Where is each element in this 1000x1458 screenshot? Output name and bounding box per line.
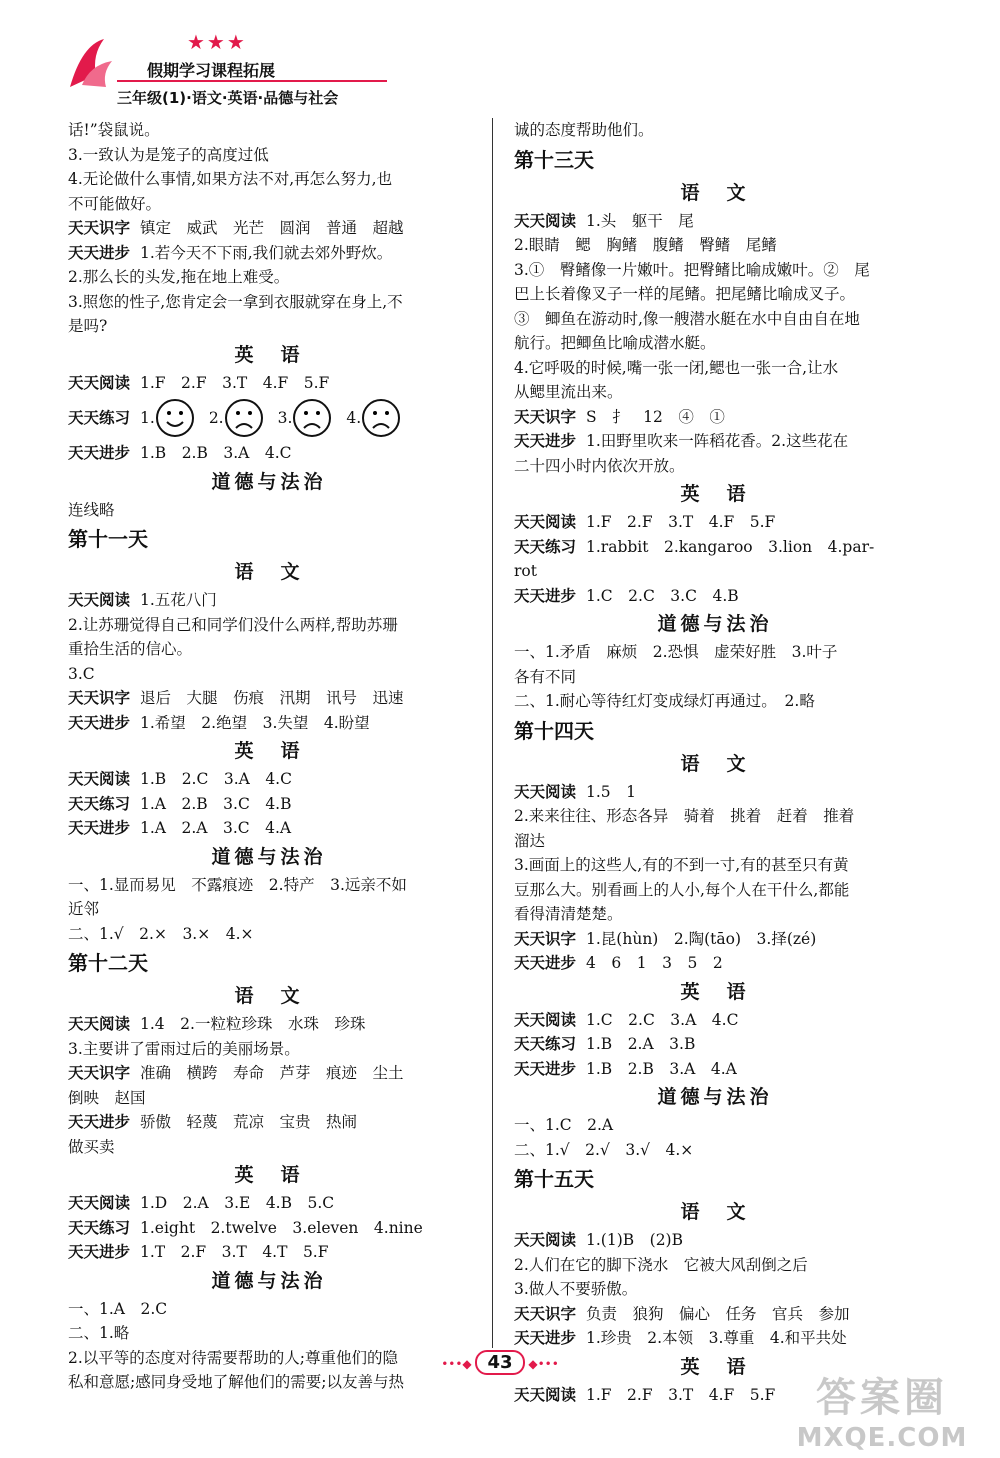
text-line: 2.来来往往、形态各异 骑着 挑着 赶着 推着 (514, 807, 855, 825)
answer-label: 天天练习 (514, 537, 577, 556)
answer-text: 1.珍贵 2.本领 3.尊重 4.和平共处 (586, 1329, 847, 1347)
text-line: 不可能做好。 (68, 194, 162, 213)
text-line: 3.做人不要骄傲。 (514, 1280, 638, 1298)
text-line: 话!”袋鼠说。 (68, 121, 160, 139)
answer-label: 天天进步 (514, 954, 577, 972)
text-line: 一、1.显而易见 不露痕迹 2.特产 3.远亲不如 (68, 875, 407, 894)
answer-text: 1.A 2.A 3.C 4.A (140, 819, 292, 837)
answer-label: 天天练习 (514, 1035, 577, 1053)
answer-label: 天天阅读 (514, 1010, 577, 1029)
answer-label: 天天识字 (514, 407, 577, 426)
answer-line (514, 1228, 916, 1253)
answer-line (514, 951, 916, 976)
answer-line (514, 1326, 916, 1351)
text-line: 4.无论做什么事情,如果方法不对,再怎么努力,也 (68, 170, 393, 188)
answer-text: 1.田野里吹来一阵稻花香。2.这些花在 (586, 432, 849, 450)
answer-text: 1.F 2.F 3.T 4.F 5.F (140, 373, 330, 392)
subject-heading: 语 文 (680, 752, 750, 775)
answer-label: 天天进步 (68, 713, 131, 732)
text-line: 看得清清楚楚。 (514, 905, 623, 923)
answer-text: 1.eight 2.twelve 3.eleven 4.nine (140, 1218, 423, 1237)
text-line: rot (514, 562, 537, 580)
answer-label: 天天进步 (514, 1329, 577, 1347)
answer-text: 1.B 2.B 3.A 4.C (140, 444, 292, 462)
answer-text: 骄傲 轻蔑 荒凉 宝贵 热闹 (140, 1113, 358, 1131)
answer-label: 天天阅读 (514, 513, 577, 531)
page-number (430, 1350, 570, 1380)
text-line: 3.照您的性子,您肯定会一拿到衣服就穿在身上,不 (68, 292, 403, 311)
text-line: 4.它呼吸的时候,嘴一张一闭,鳃也一张一合,让水 (514, 358, 839, 377)
answer-text: 1.5 1 (586, 782, 637, 801)
day-heading: 第十二天 (68, 951, 148, 975)
subject-heading: 英 语 (680, 1355, 750, 1378)
answer-line (514, 1302, 916, 1327)
text-line: 3.① 臀鳍像一片嫩叶。把臀鳍比喻成嫩叶。② 尾 (514, 260, 870, 279)
answer-text: 1.C 2.C 3.A 4.C (586, 1010, 739, 1029)
answer-line (68, 1216, 470, 1241)
text-line: 一、1.矛盾 麻烦 2.恐惧 虚荣好胜 3.叶子 (514, 643, 838, 661)
answer-label: 天天练习 (68, 408, 131, 427)
answer-text: 1.B 2.A 3.B (586, 1035, 696, 1053)
answer-label: 天天进步 (68, 243, 131, 262)
answer-text: 退后 大腿 伤痕 汛期 讯号 迅速 (140, 689, 404, 707)
day-heading: 第十三天 (514, 147, 594, 172)
day-heading: 第十五天 (514, 1167, 594, 1191)
answer-line (68, 1240, 470, 1265)
subject-heading: 语 文 (234, 985, 304, 1007)
answer-text: 1.B 2.C 3.A 4.C (140, 770, 292, 788)
text-line: 3.主要讲了雷雨过后的美丽场景。 (68, 1039, 300, 1058)
face-answers (68, 395, 470, 441)
answer-line (514, 927, 916, 952)
text-line: 二、1.略 (68, 1324, 130, 1342)
answer-line (514, 584, 916, 609)
text-line: 连线略 (68, 500, 115, 519)
answer-label: 天天进步 (68, 819, 131, 837)
answer-text: 1.A 2.B 3.C 4.B (140, 794, 292, 813)
answer-text: 1.B 2.B 3.A 4.A (586, 1059, 737, 1078)
answer-label: 天天识字 (68, 689, 131, 707)
face-num: 1. (140, 408, 155, 427)
text-line: 2.人们在它的脚下浇水 它被大风刮倒之后 (514, 1255, 808, 1274)
answer-label: 天天阅读 (514, 782, 577, 801)
answer-line (514, 1057, 916, 1082)
answer-text: 1.希望 2.绝望 3.失望 4.盼望 (140, 713, 370, 732)
answer-line (514, 1032, 916, 1057)
ornament-icon: ◆••• (524, 1357, 559, 1371)
answer-line (514, 405, 916, 430)
answer-text: 负责 狼狗 偏心 任务 官兵 参加 (586, 1304, 850, 1323)
answer-line (68, 1061, 470, 1086)
text-line: 3.一致认为是笼子的高度过低 (68, 145, 269, 164)
answer-text: 镇定 威武 光芒 圆润 普通 超越 (140, 219, 404, 237)
text-line: 二、1.耐心等待红灯变成绿灯再通过。 2.略 (514, 692, 815, 710)
subject-heading: 道德与法治 (211, 1269, 327, 1292)
header-subtitle: 三年级(1)·语文·英语·品德与社会 (117, 89, 339, 107)
answer-label: 天天练习 (68, 794, 131, 813)
answer-label: 天天阅读 (68, 770, 131, 788)
answer-line (68, 816, 470, 841)
subject-heading: 道德与法治 (211, 845, 327, 868)
answer-line (68, 1191, 470, 1216)
answer-line (514, 535, 916, 560)
text-line: 溜达 (514, 831, 546, 850)
answer-label: 天天阅读 (68, 591, 131, 609)
answer-line (68, 216, 470, 241)
logo-icon (62, 35, 122, 95)
answer-text: 1.F 2.F 3.T 4.F 5.F (586, 513, 776, 531)
answer-text: 1.头 躯干 尾 (586, 211, 694, 230)
answer-line (514, 1008, 916, 1033)
sad-face-icon (361, 398, 401, 438)
ornament-icon: •••◆ (441, 1357, 476, 1371)
text-line: 做买卖 (68, 1137, 115, 1156)
answer-text: 1.D 2.A 3.E 4.B 5.C (140, 1194, 335, 1212)
page-number-value: 43 (475, 1350, 524, 1375)
answer-text: 1.昆(hùn) 2.陶(tāo) 3.择(zé) (586, 929, 817, 948)
answer-line (68, 371, 470, 396)
answer-label: 天天进步 (68, 1243, 131, 1261)
answer-line (68, 792, 470, 817)
text-line: 豆那么大。别看画上的人小,每个人在干什么,都能 (514, 880, 850, 899)
answer-line (68, 441, 470, 466)
answer-label: 天天阅读 (514, 1231, 577, 1249)
subject-heading: 英 语 (234, 1164, 304, 1186)
subject-heading: 英 语 (680, 483, 750, 505)
answer-text: 1.T 2.F 3.T 4.T 5.F (140, 1243, 329, 1261)
sad-face-icon (224, 398, 264, 438)
answer-text: 1.C 2.C 3.C 4.B (586, 586, 739, 605)
answer-line (514, 429, 916, 454)
answer-text: 1.4 2.一粒粒珍珠 水珠 珍珠 (140, 1015, 366, 1033)
subject-heading: 语 文 (680, 181, 750, 204)
answer-label: 天天进步 (514, 1059, 577, 1078)
answer-label: 天天练习 (68, 1218, 131, 1237)
text-line: 近邻 (68, 900, 100, 918)
answer-text: 1.五花八门 (140, 591, 217, 609)
text-line: 2.眼睛 鳃 胸鳍 腹鳍 臀鳍 尾鳍 (514, 236, 777, 254)
day-heading: 第十一天 (68, 527, 148, 551)
subject-heading: 英 语 (234, 343, 304, 366)
answer-text: 1.F 2.F 3.T 4.F 5.F (586, 1385, 776, 1404)
answer-text: 准确 横跨 寿命 芦芽 痕迹 尘土 (140, 1064, 404, 1082)
answer-label: 天天阅读 (514, 211, 577, 230)
watermark-logo (772, 1366, 992, 1453)
answer-label: 天天识字 (514, 929, 577, 948)
watermark-text: 答案圈 (816, 1375, 948, 1421)
text-line: 各有不同 (514, 667, 577, 686)
subject-heading: 英 语 (680, 980, 750, 1003)
answer-text: 1.(1)B (2)B (586, 1231, 683, 1249)
subject-heading: 语 文 (680, 1201, 750, 1223)
text-line: 2.以平等的态度对待需要帮助的人;尊重他们的隐 (68, 1348, 399, 1367)
smiley-icon (155, 398, 195, 438)
text-line: 一、1.C 2.A (514, 1116, 614, 1134)
text-line: 诚的态度帮助他们。 (514, 121, 654, 139)
answer-label: 天天识字 (68, 1064, 131, 1082)
answer-line (68, 767, 470, 792)
sad-face-icon (292, 398, 332, 438)
answer-text: 1.若今天不下雨,我们就去郊外野炊。 (140, 243, 393, 262)
answer-label: 天天进步 (68, 1113, 131, 1131)
answer-label: 天天阅读 (68, 373, 131, 392)
answer-line (514, 209, 916, 234)
face-num: 2. (208, 408, 224, 427)
subject-heading: 道德与法治 (657, 1086, 773, 1108)
text-line: 2.那么长的头发,拖在地上难受。 (68, 268, 290, 286)
header-title: 假期学习课程拓展 (147, 61, 276, 80)
subject-heading: 语 文 (234, 561, 304, 583)
answer-line (68, 241, 470, 266)
right-column (514, 118, 916, 1407)
text-line: 二十四小时内依次开放。 (514, 456, 685, 475)
answer-line (68, 686, 470, 711)
text-line: 私和意愿;感同身受地了解他们的需要;以友善与热 (68, 1373, 404, 1391)
answer-line (514, 510, 916, 535)
answer-line (68, 1110, 470, 1135)
answer-label: 天天进步 (68, 444, 131, 462)
text-line: 3.C (68, 664, 95, 683)
text-line: ③ 鲫鱼在游动时,像一艘潜水艇在水中自由自在地 (514, 309, 860, 328)
answer-text: 1.rabbit 2.kangaroo 3.lion 4.par- (586, 537, 875, 556)
answer-label: 天天进步 (514, 432, 577, 450)
face-num: 3. (277, 408, 293, 427)
page-header (62, 30, 392, 110)
text-line: 一、1.A 2.C (68, 1299, 168, 1318)
answer-label: 天天识字 (68, 219, 131, 237)
text-line: 从鳃里流出来。 (514, 383, 623, 401)
text-line: 是吗? (68, 317, 108, 335)
subject-heading: 英 语 (234, 740, 304, 762)
face-num: 4. (346, 408, 362, 427)
answer-line (68, 1012, 470, 1037)
text-line: 重拾生活的信心。 (68, 640, 193, 658)
answer-text: S 扌 12 ④ ① (586, 407, 725, 426)
column-divider (492, 118, 493, 1348)
answer-label: 天天进步 (514, 586, 577, 605)
stars-icon: ★★★ (187, 30, 247, 54)
text-line: 3.画面上的这些人,有的不到一寸,有的甚至只有黄 (514, 856, 849, 874)
text-line: 巴上长着像叉子一样的尾鳍。把尾鳍比喻成叉子。 (514, 285, 856, 303)
text-line: 二、1.√ 2.× 3.× 4.× (68, 924, 254, 943)
answer-label: 天天阅读 (68, 1194, 131, 1212)
day-heading: 第十四天 (514, 718, 594, 743)
text-line: 航行。把鲫鱼比喻成潜水艇。 (514, 334, 716, 352)
answer-label: 天天阅读 (514, 1385, 577, 1404)
answer-label: 天天识字 (514, 1304, 577, 1323)
left-column (68, 118, 470, 1395)
subject-heading: 道德与法治 (211, 470, 327, 493)
answer-label: 天天阅读 (68, 1015, 131, 1033)
answer-text: 4 6 1 3 5 2 (586, 954, 723, 972)
answer-line (68, 711, 470, 736)
subject-heading: 道德与法治 (657, 613, 773, 635)
text-line: 二、1.√ 2.√ 3.√ 4.× (514, 1140, 694, 1159)
text-line: 2.让苏珊觉得自己和同学们没什么两样,帮助苏珊 (68, 615, 398, 634)
watermark-url: MXQE.COM (796, 1423, 968, 1453)
answer-line (514, 780, 916, 805)
text-line: 倒映 赵国 (68, 1088, 146, 1107)
header-rule (117, 80, 387, 82)
answer-line (68, 588, 470, 613)
